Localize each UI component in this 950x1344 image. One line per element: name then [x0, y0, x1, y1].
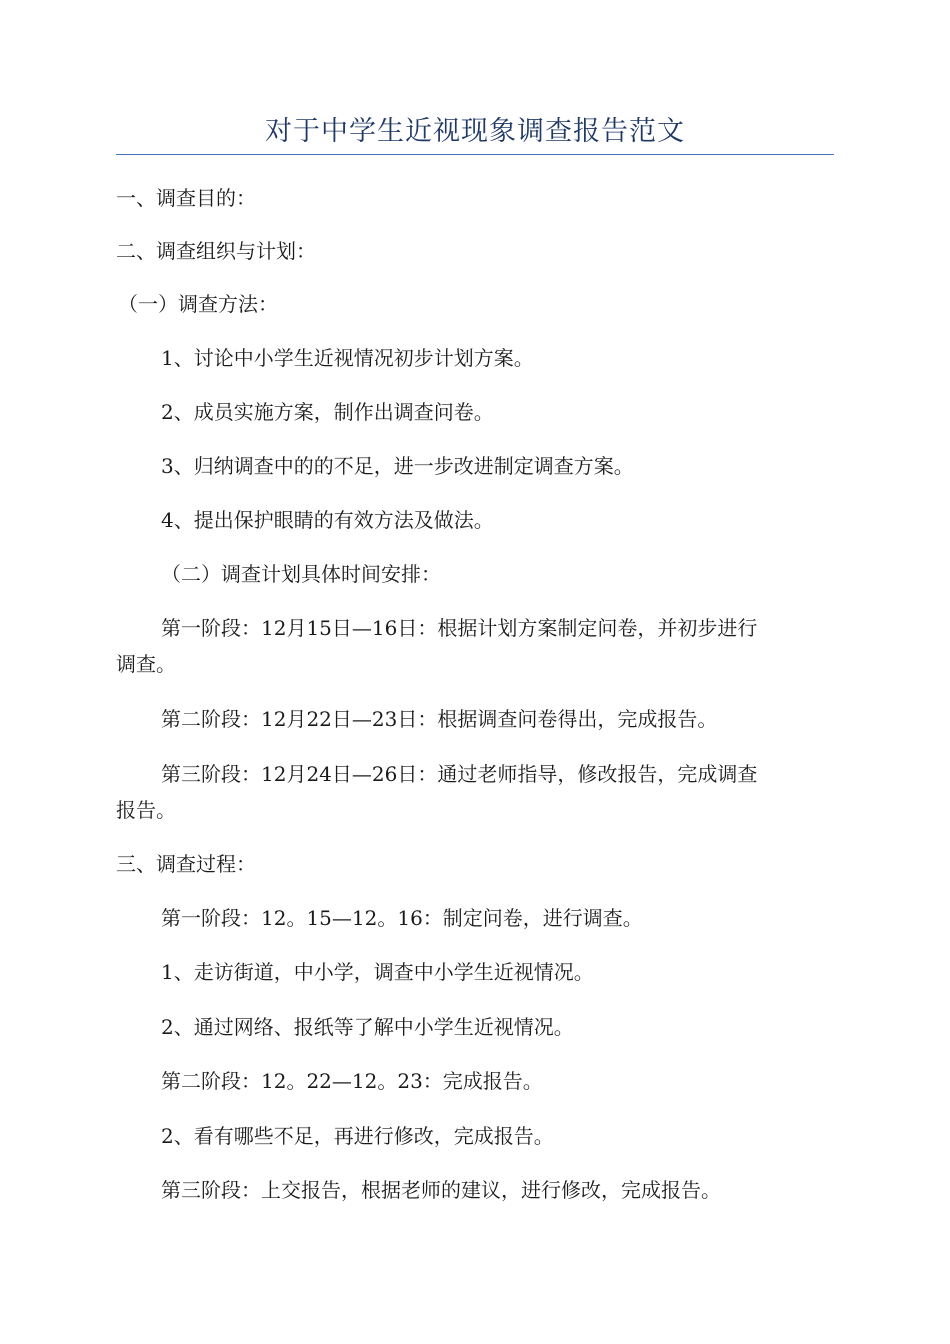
subsection-heading-method: （一）调查方法： — [118, 292, 278, 316]
paragraph-line: 第一阶段：12月15日—16日：根据计划方案制定问卷，并初步进行 — [161, 616, 758, 640]
document-title: 对于中学生近视现象调查报告范文 — [265, 116, 685, 147]
paragraph-line: 第三阶段：12月24日—26日：通过老师指导，修改报告，完成调查 — [161, 762, 758, 786]
process-paragraph: 第二阶段：12。22—12。23：完成报告。 — [161, 1069, 543, 1093]
schedule-paragraph: 第二阶段：12月22日—23日：根据调查问卷得出，完成报告。 — [161, 707, 718, 731]
schedule-paragraph — [116, 610, 834, 682]
section-heading-purpose: 一、调查目的： — [116, 186, 256, 210]
list-item: 2、成员实施方案，制作出调查问卷。 — [161, 400, 494, 424]
paragraph-line: 调查。 — [116, 652, 176, 676]
process-paragraph: 第三阶段：上交报告，根据老师的建议，进行修改，完成报告。 — [161, 1178, 721, 1202]
paragraph-line: 报告。 — [116, 798, 176, 822]
schedule-paragraph — [116, 756, 834, 828]
list-item: 3、归纳调查中的的不足，进一步改进制定调查方案。 — [161, 454, 634, 478]
section-heading-organization: 二、调查组织与计划： — [116, 239, 316, 263]
title-underline — [116, 154, 834, 155]
list-item: 2、看有哪些不足，再进行修改，完成报告。 — [161, 1124, 554, 1148]
list-item: 4、提出保护眼睛的有效方法及做法。 — [161, 508, 494, 532]
list-item: 1、讨论中小学生近视情况初步计划方案。 — [161, 346, 534, 370]
section-heading-process: 三、调查过程： — [116, 852, 256, 876]
process-paragraph: 第一阶段：12。15—12。16：制定问卷，进行调查。 — [161, 906, 643, 930]
list-item: 2、通过网络、报纸等了解中小学生近视情况。 — [161, 1015, 574, 1039]
list-item: 1、走访街道，中小学，调查中小学生近视情况。 — [161, 960, 594, 984]
subsection-heading-schedule: （二）调查计划具体时间安排： — [161, 562, 441, 586]
